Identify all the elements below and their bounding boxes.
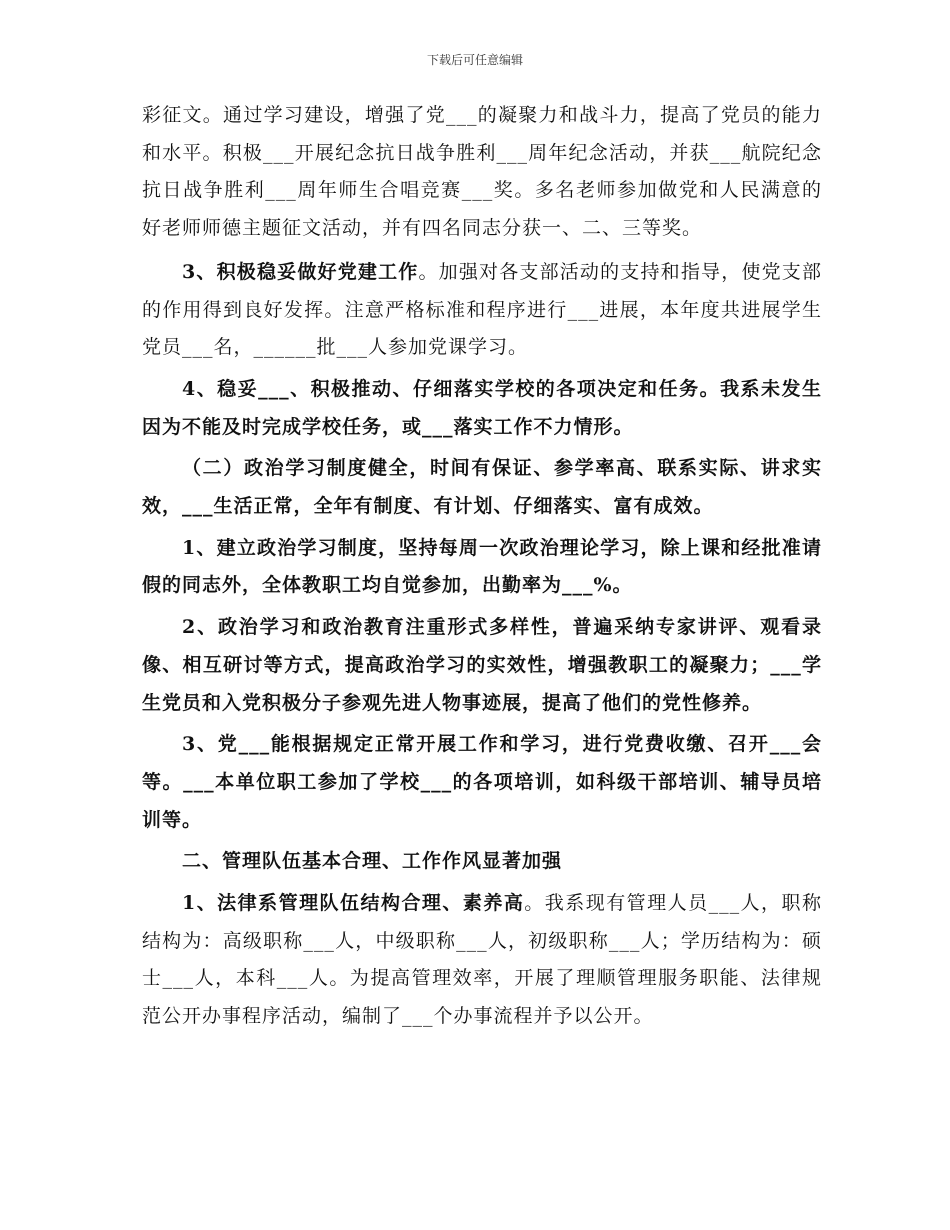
paragraph-management-structure bbox=[142, 885, 822, 1036]
paragraph-lead-management-structure: 1、法律系管理队伍结构合理、素养高 bbox=[182, 892, 525, 915]
paragraph-body-party-building: 。加强对各支部活动的支持和指导，使党支部的作用得到良好发挥。注意严格标准和程序进行___进展，本年度共进展学生党员___名，______批___人参加党课学习。 bbox=[142, 260, 822, 359]
paragraph-implement-decisions: 4、稳妥___、积极推动、仔细落实学校的各项决定和任务。我系未发生因为不能及时完成学校任务，或___落实工作不力情形。 bbox=[142, 377, 822, 438]
paragraph-party-building bbox=[142, 254, 822, 367]
document-body bbox=[142, 97, 822, 1036]
paragraph-lead-party-building: 3、积极稳妥做好党建工作 bbox=[182, 260, 419, 283]
page-header-note: 下载后可任意编辑 bbox=[426, 53, 523, 67]
paragraph-diverse-forms: 2、政治学习和政治教育注重形式多样性，普遍采纳专家讲评、观看录像、相互研讨等方式，提高政治学习的实效性，增强教职工的凝聚力；___学生党员和入党积极分子参观先进人物事迹展，提高了他们的党性修养。 bbox=[142, 616, 822, 714]
paragraph-weekly-study: 1、建立政治学习制度，坚持每周一次政治理论学习，除上课和经批准请假的同志外，全体教职工均自觉参加，出勤率为___%。 bbox=[142, 536, 822, 597]
section-heading-management-team: 二、管理队伍基本合理、工作作风显著加强 bbox=[182, 850, 563, 873]
paragraph-party-branch-work: 3、党___能根据规定正常开展工作和学习，进行党费收缴、召开___会等。___本单位职工参加了学校___的各项培训，如科级干部培训、辅导员培训等。 bbox=[142, 733, 822, 831]
paragraph-essay-activities: 彩征文。通过学习建设，增强了党___的凝聚力和战斗力，提高了党员的能力和水平。积极___开展纪念抗日战争胜利___周年纪念活动，并获___航院纪念抗日战争胜利___周年师生合唱竞赛___奖。多名老师参加做党和人民满意的好老师师德主题征文活动，并有四名同志分获一、二、三等奖。 bbox=[142, 104, 822, 240]
paragraph-body-management-structure: 。我系现有管理人员___人，职称结构为：高级职称___人，中级职称___人，初级职称___人；学历结构为：硕士___人，本科___人。为提高管理效率，开展了理顺管理服务职能、法律规范公开办事程序活动，编制了___个办事流程并予以公开。 bbox=[142, 892, 822, 1028]
paragraph-political-study-system: （二）政治学习制度健全，时间有保证、参学率高、联系实际、讲求实效，___生活正常，全年有制度、有计划、仔细落实、富有成效。 bbox=[142, 457, 822, 518]
